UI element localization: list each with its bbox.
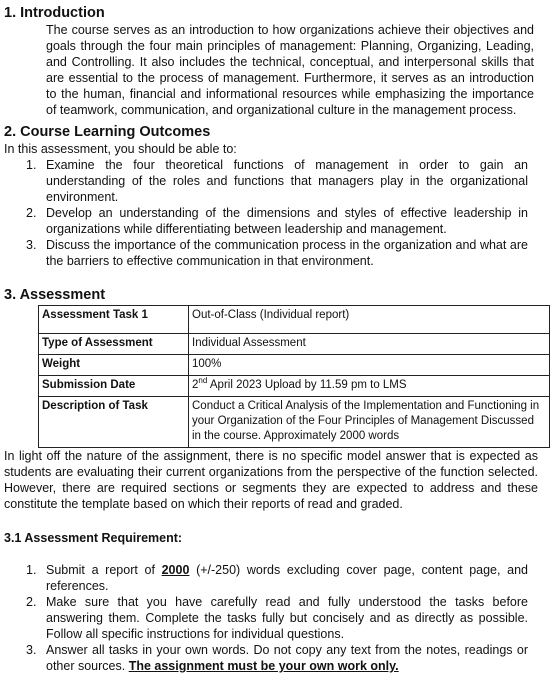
text-segment: (+/-250) words excluding cover page, content page, and references. — [46, 563, 529, 593]
text-segment: Submit a report of — [46, 563, 162, 577]
list-item — [26, 594, 528, 642]
list-item — [26, 205, 528, 237]
list-item-text — [46, 562, 528, 594]
own-work-emphasis: The assignment must be your own work only. — [128, 659, 399, 673]
list-item-number: 1. — [26, 563, 37, 577]
text-segment: Answer all tasks in your own words. Do not copy any text from the notes, readings or other sources. — [46, 643, 528, 673]
list-item — [26, 562, 528, 594]
list-item-text: Develop an understanding of the dimensions and styles of effective leadership in organizations while differentiating between leadership and management. — [46, 206, 528, 236]
list-item-text — [46, 642, 528, 674]
date-suffix: nd — [198, 376, 208, 386]
table-row — [39, 306, 550, 334]
table-cell-value: Conduct a Critical Analysis of the Implementation and Functioning in your Organization of the Four Principles of Management Discussed in the course. Approximately 2000 words — [189, 397, 550, 448]
introduction-text: The course serves as an introduction to how organizations achieve their objectives and goals through the four main principles of management: Planning, Organizing, Leading, and Controlling. It also includes the technical, conceptual, and interpersonal skills that are essential to the process of management. Furthermore, it serves as an introduction to the human, financial and informational resources while emphasizing the importance of teamwork, communication, and organizational culture in the management process. — [46, 23, 534, 117]
date-rest: April 2023 Upload by 11.59 pm to LMS — [207, 379, 407, 391]
outcomes-heading: 2. Course Learning Outcomes — [4, 124, 211, 140]
table-cell-label: Weight — [39, 355, 189, 376]
outcomes-lead: In this assessment, you should be able to: — [4, 142, 237, 156]
list-item-number: 1. — [26, 158, 37, 172]
assessment-heading: 3. Assessment — [4, 287, 106, 303]
table-row — [39, 376, 550, 397]
table-row — [39, 397, 550, 448]
table-cell-label: Type of Assessment — [39, 334, 189, 355]
list-item-number: 2. — [26, 206, 37, 220]
date-day: 2 — [192, 379, 199, 391]
assessment-note: In light off the nature of the assignment, there is no specific model answer that is expected as students are evaluating their current organizations from the perspective of the function selected. However, there are required sections or segments they are expected to address and these constitute the template based on which their reports of read and graded. — [4, 449, 538, 511]
table-cell-label: Description of Task — [39, 397, 189, 448]
table-row — [39, 355, 550, 376]
requirements-section — [4, 530, 544, 674]
list-item-number: 3. — [26, 238, 37, 252]
table-cell-value — [189, 376, 550, 397]
list-item-number: 2. — [26, 595, 37, 609]
table-cell-value: Individual Assessment — [189, 334, 550, 355]
word-count-emphasis: 2000 — [161, 563, 190, 577]
list-item — [26, 237, 528, 269]
table-row — [39, 334, 550, 355]
list-item — [26, 157, 528, 205]
introduction-section — [4, 4, 544, 118]
requirements-list — [26, 562, 528, 674]
table-cell-value: 100% — [189, 355, 550, 376]
list-item-text: Make sure that you have carefully read and fully understood the tasks before answering them. Complete the tasks fully but concisely and as directly as possible. Follow all specific instructions for individual questions. — [46, 595, 528, 641]
table-cell-label: Submission Date — [39, 376, 189, 397]
table-cell-label: Assessment Task 1 — [39, 306, 189, 334]
assessment-table — [38, 305, 550, 448]
list-item — [26, 642, 528, 674]
outcomes-list — [26, 157, 528, 269]
introduction-heading: 1. Introduction — [4, 5, 105, 21]
assessment-section — [4, 286, 544, 512]
list-item-text: Examine the four theoretical functions of management in order to gain an understanding of the roles and functions that managers play in the organizational environment. — [46, 158, 528, 204]
outcomes-section — [4, 123, 544, 269]
list-item-text: Discuss the importance of the communication process in the organization and what are the barriers to effective communication in that environment. — [46, 238, 528, 268]
requirements-heading: 3.1 Assessment Requirement: — [4, 531, 183, 545]
list-item-number: 3. — [26, 643, 37, 657]
table-cell-value: Out-of-Class (Individual report) — [189, 306, 550, 334]
